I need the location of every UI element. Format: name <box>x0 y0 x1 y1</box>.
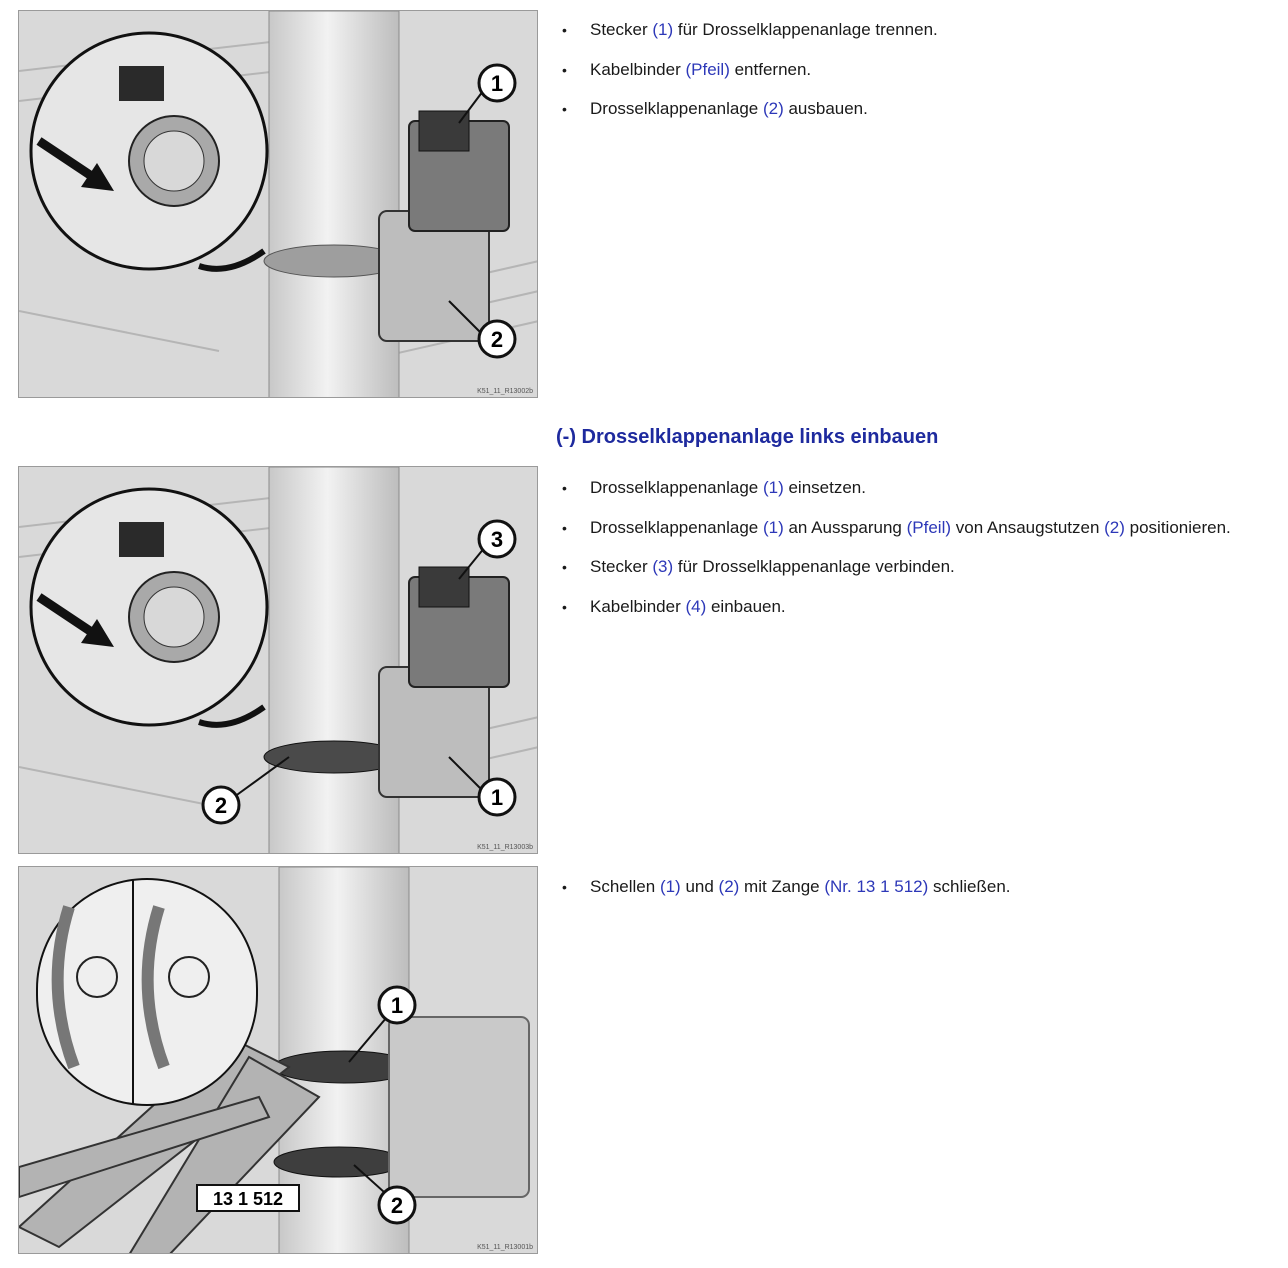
step-text: positionieren. <box>1124 517 1231 537</box>
svg-text:1: 1 <box>490 785 504 810</box>
reference-mark: (4) <box>685 596 707 616</box>
step-text: Drosselklappenanlage <box>590 99 763 118</box>
step-text: und <box>680 877 719 896</box>
bullet-icon: • <box>562 22 567 38</box>
step-item <box>556 597 1288 637</box>
step-text: Kabelbinder <box>590 59 686 79</box>
step-text: für Drosselklappenanlage verbinden. <box>673 557 955 576</box>
bullet-icon: • <box>562 61 567 78</box>
step-text: schließen. <box>928 877 1011 896</box>
step-text: Drosselklappenanlage <box>590 517 763 537</box>
reference-mark: (3) <box>652 557 674 576</box>
svg-text:13 1 512: 13 1 512 <box>212 1189 284 1209</box>
step-item <box>556 99 1288 139</box>
bullet-icon: • <box>562 879 567 895</box>
figure-illustration <box>19 11 538 398</box>
installation-steps <box>556 478 1288 636</box>
svg-text:2: 2 <box>214 793 228 818</box>
reference-mark: (Pfeil) <box>906 517 952 537</box>
svg-text:3: 3 <box>490 527 504 552</box>
bullet-icon: • <box>562 519 567 536</box>
step-item <box>556 518 1288 558</box>
figure-code: K51_11_R13001b <box>477 1244 533 1251</box>
figure-throttle-removal <box>18 10 538 398</box>
reference-mark: (1) <box>652 20 674 39</box>
figure-code: K51_11_R13002b <box>477 388 533 395</box>
figure-illustration <box>19 467 538 854</box>
figure-clamp-closing <box>18 866 538 1254</box>
bullet-icon: • <box>562 480 567 496</box>
step-text: ausbauen. <box>783 99 868 118</box>
reference-mark: (1) <box>659 877 681 896</box>
svg-text:2: 2 <box>490 327 504 352</box>
reference-mark: (2) <box>1104 517 1125 537</box>
reference-mark: (Pfeil) <box>685 59 730 79</box>
step-item <box>556 20 1288 60</box>
step-text: mit Zange <box>739 877 825 896</box>
step-text: für Drosselklappenanlage trennen. <box>673 20 938 39</box>
step-text: an Aussparung <box>783 517 907 537</box>
reference-mark: (Nr. 13 1 512) <box>824 877 929 896</box>
clamp-steps <box>556 877 1288 917</box>
tool-number-label <box>197 1185 299 1211</box>
reference-mark: (1) <box>762 478 784 497</box>
reference-mark: (1) <box>762 517 784 537</box>
step-item <box>556 60 1288 100</box>
step-text: entfernen. <box>729 59 812 79</box>
figure-code: K51_11_R13003b <box>477 844 533 851</box>
bullet-icon: • <box>562 559 567 575</box>
reference-mark: (2) <box>762 99 784 118</box>
step-text: Kabelbinder <box>590 596 686 616</box>
step-item <box>556 877 1288 917</box>
step-item <box>556 478 1288 518</box>
svg-text:1: 1 <box>390 993 404 1018</box>
step-text: von Ansaugstutzen <box>951 517 1105 537</box>
step-text: einsetzen. <box>783 478 866 497</box>
bullet-icon: • <box>562 101 567 117</box>
figure-throttle-installation <box>18 466 538 854</box>
step-text: Stecker <box>590 20 653 39</box>
figure-illustration <box>19 867 538 1254</box>
step-text: Schellen <box>590 877 660 896</box>
svg-text:2: 2 <box>390 1193 404 1218</box>
step-text: Drosselklappenanlage <box>590 478 763 497</box>
svg-text:1: 1 <box>490 71 504 96</box>
reference-mark: (2) <box>718 877 740 896</box>
bullet-icon: • <box>562 598 567 615</box>
step-text: einbauen. <box>706 596 786 616</box>
step-text: Stecker <box>590 557 653 576</box>
removal-steps <box>556 20 1288 139</box>
section-title: (-) Drosselklappenanlage links einbauen <box>556 426 939 448</box>
step-item <box>556 557 1288 597</box>
